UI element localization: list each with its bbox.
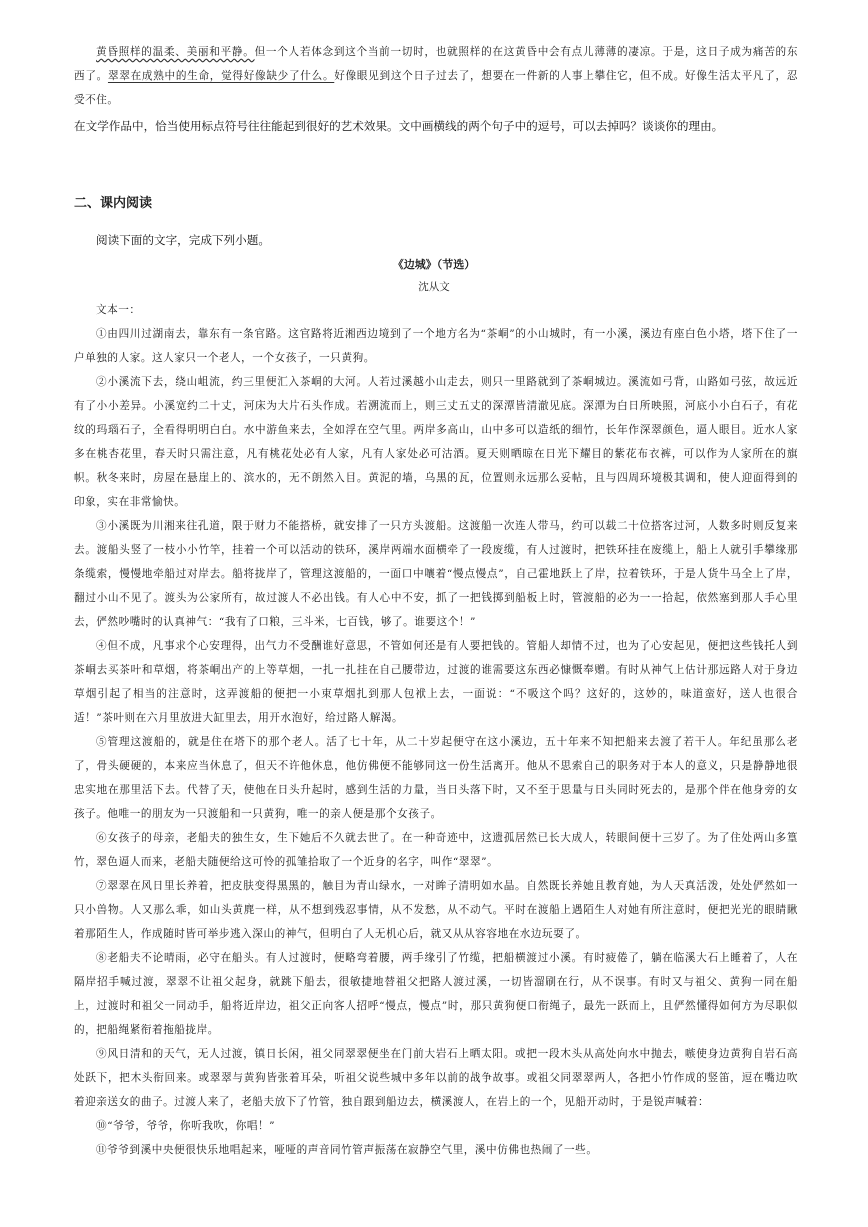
article-paragraph-6: ⑥女孩子的母亲，老船夫的独生女，生下她后不久就去世了。在一种奇迹中，这遗孤居然已长大成人，转眼间便十三岁了。为了住处两山多篁竹，翠色逼人而来，老船夫随便给这可怜的孤雏拾取了一个近身的名字，叫作“翠翠”。 <box>74 832 798 868</box>
intro-tail: 好像眼见到这个日子过去了，想要在一件新的人事上攀住它，但不成。好像生活太平凡了，忍受不住。 <box>74 70 799 106</box>
section-heading: 二、课内阅读 <box>74 196 153 211</box>
article-paragraph-2: ②小溪流下去，绕山岨流，约三里便汇入茶峒的大河。人若过溪越小山走去，则只一里路就到了茶峒城边。溪流如弓背，山路如弓弦，故远近有了小小差异。小溪宽约二十丈，河床为大片石头作成。若溯流而上，则三丈五丈的深潭皆清澈见底。深潭为白日所映照，河底小小白石子，有花纹的玛瑙石子，全看得明明白白。水中游鱼来去，全如浮在空气里。两岸多高山，山中多可以造纸的细竹，长年作深翠颜色，逼人眼目。近水人家多在桃杏花里，春天时只需注意，凡有桃花处必有人家，凡有人家处必可沽酒。夏天则晒晾在日光下耀目的紫花布衣裤，可以作为人家所在的旗帜。秋冬来时，房屋在悬崖上的、滨水的，无不朗然入目。黄泥的墙，乌黑的瓦，位置则永远那么妥帖，且与四周环境极其调和，使人迎面得到的印象，实在非常愉快。 <box>74 376 798 508</box>
underlined-sentence: 翠翠在成熟中的生命，觉得好像缺少了什么。 <box>107 70 335 82</box>
text-label: 文本一： <box>96 304 141 316</box>
instruction-text: 阅读下面的文字，完成下列小题。 <box>96 233 270 247</box>
excerpt-author: 沈从文 <box>418 281 450 293</box>
article-paragraph-5: ⑤管理这渡船的，就是住在塔下的那个老人。活了七十年，从二十岁起便守在这小溪边，五十年来不知把船来去渡了若干人。年纪虽那么老了，骨头硬硬的，本来应当休息了，但天不许他休息，他仿佛便不能够同这一份生活离开。他从不思索自己的职务对于本人的意义，只是静静地很忠实地在那里活下去。代替了天，使他在日头升起时，感到生活的力量，当日头落下时，又不至于思量与日头同时死去的，是那个伴在他身旁的女孩子。他唯一的朋友为一只渡船和一只黄狗，唯一的亲人便是那个女孩子。 <box>74 736 798 820</box>
article-paragraph-9: ⑨风日清和的天气，无人过渡，镇日长闲，祖父同翠翠便坐在门前大岩石上晒太阳。或把一段木头从高处向水中抛去，嗾使身边黄狗自岩石高处跃下，把木头衔回来。或翠翠与黄狗皆张着耳朵，听祖父说些城中多年以前的战争故事。或祖父同翠翠两人，各把小竹作成的竖笛，逗在嘴边吹着迎亲送女的曲子。过渡人来了，老船夫放下了竹管，独自跟到船边去，横溪渡人，在岩上的一个，见船开动时，于是锐声喊着： <box>74 1048 798 1108</box>
article-paragraph-8: ⑧老船夫不论晴雨，必守在船头。有人过渡时，便略弯着腰，两手缘引了竹缆，把船横渡过小溪。有时疲倦了，躺在临溪大石上睡着了，人在隔岸招手喊过渡，翠翠不让祖父起身，就跳下船去，很敏捷地替祖父把路人渡过溪，一切皆溜刷在行，从不误事。有时又与祖父、黄狗一同在船上，过渡时和祖父一同动手，船将近岸边，祖父正向客人招呼“慢点，慢点”时，那只黄狗便口衔绳子，最先一跃而上，且俨然懂得如何方为尽职似的，把船绳紧衔着拖船拢岸。 <box>74 952 798 1036</box>
intro-paragraph <box>74 40 798 112</box>
article-paragraph-3: ③小溪既为川湘来往孔道，限于财力不能搭桥，就安排了一只方头渡船。这渡船一次连人带马，约可以载二十位搭客过河，人数多时则反复来去。渡船头竖了一枝小小竹竿，挂着一个可以活动的铁环，溪岸两端水面横牵了一段废缆，有人过渡时，把铁环挂在废缆上，船上人就引手攀缘那条缆索，慢慢地牵船过对岸去。船将拢岸了，管理这渡船的，一面口中嚷着“慢点慢点”，自己霍地跃上了岸，拉着铁环，于是人货牛马全上了岸，翻过小山不见了。渡头为公家所有，故过渡人不必出钱。有人心中不安，抓了一把钱掷到船板上时，管渡船的必为一一拾起，依然塞到那人手心里去，俨然吵嘴时的认真神气：“我有了口粮，三斗米，七百钱，够了。谁要这个！” <box>74 520 798 628</box>
article-paragraph-7: ⑦翠翠在风日里长养着，把皮肤变得黑黑的，触目为青山绿水，一对眸子清明如水晶。自然既长养她且教育她，为人天真活泼，处处俨然如一只小兽物。人又那么乖，如山头黄麂一样，从不想到残忍事情，从不发愁，从不动气。平时在渡船上遇陌生人对她有所注意时，便把光光的眼睛瞅着那陌生人，作成随时皆可举步逃入深山的神气，但明白了人无机心后，就又从从容容地在水边玩耍了。 <box>74 880 798 940</box>
article-paragraph-11: ⑪爷爷到溪中央便很快乐地唱起来，哑哑的声音同竹管声振荡在寂静空气里，溪中仿佛也热闹了一些。 <box>96 1144 598 1156</box>
question-text: 在文学作品中，恰当使用标点符号往往能起到很好的艺术效果。文中画横线的两个句子中的逗号，可以去掉吗？谈谈你的理由。 <box>74 119 724 133</box>
wavy-underlined-sentence: 黄昏照样的温柔、美丽和平静。 <box>96 46 255 58</box>
article-paragraph-4: ④但不成，凡事求个心安理得，出气力不受酬谁好意思，不管如何还是有人要把钱的。管船人却情不过，也为了心安起见，便把这些钱托人到茶峒去买茶叶和草烟，将茶峒出产的上等草烟，一扎一扎挂在自己腰带边，过渡的谁需要这东西必慷慨奉赠。有时从神气上估计那远路人对于身边草烟引起了相当的注意时，这弄渡船的便把一小束草烟扎到那人包袱上去，一面说：“不吸这个吗？这好的，这妙的，味道蛮好，送人也很合适！”茶叶则在六月里放进大缸里去，用开水泡好，给过路人解渴。 <box>74 640 798 724</box>
excerpt-title: 《边城》（节选） <box>392 258 476 271</box>
article-paragraph-1: ①由四川过湖南去，靠东有一条官路。这官路将近湘西边境到了一个地方名为“茶峒”的小山城时，有一小溪，溪边有座白色小塔，塔下住了一户单独的人家。这人家只一个老人，一个女孩子，一只黄狗。 <box>74 328 798 364</box>
intro-text: 但一个人若体念到这个当前一切时，也就照样的在这黄昏中会有点儿薄薄的凄凉。于是，这日子成为痛苦的东西了。 <box>74 46 798 82</box>
article-body <box>74 322 798 1162</box>
article-paragraph-10: ⑩“爷爷，爷爷，你听我吹，你唱！” <box>96 1120 276 1132</box>
